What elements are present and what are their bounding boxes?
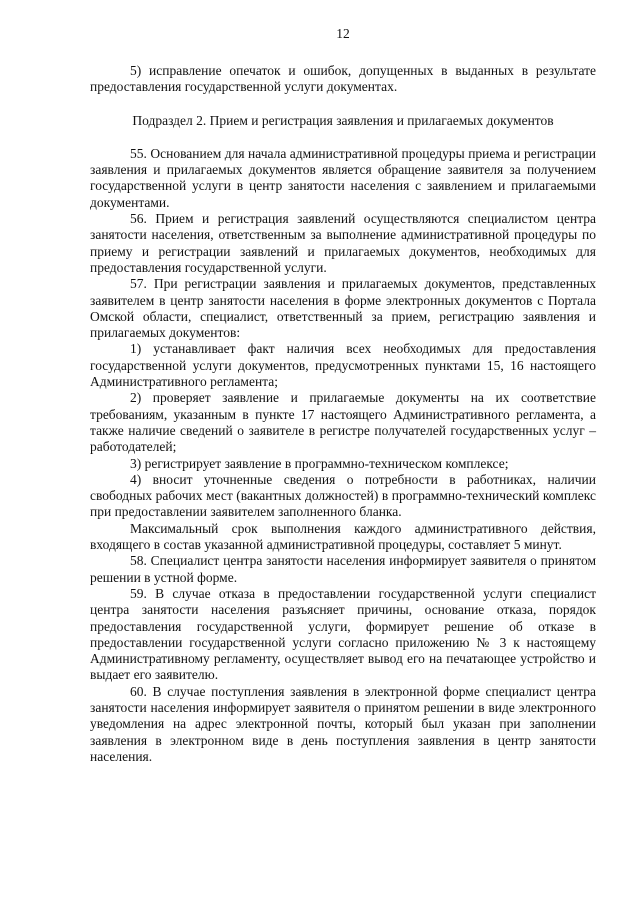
- paragraph-57-item-2: 2) проверяет заявление и прилагаемые документы на их соответствие требованиям, указанным в пункте 17 настоящего Административного регламента, а также наличие сведений о заявителе в регистре получателей государственных услуг – работодателей;: [90, 390, 596, 455]
- paragraph-59: 59. В случае отказа в предоставлении государственной услуги специалист центра занятости населения разъясняет причины, основание отказа, порядок предоставления государственной услуги, формирует решение об отказе в предоставлении государственной услуги согласно приложению № 3 к настоящему Административному регламенту, осуществляет вывод его на печатающее устройство и выдает его заявителю.: [90, 585, 596, 683]
- paragraph-57-item-3: 3) регистрирует заявление в программно-техническом комплексе;: [130, 455, 509, 471]
- document-body: [90, 63, 596, 765]
- subsection-heading: Подраздел 2. Прием и регистрация заявления и прилагаемых документов: [132, 112, 554, 128]
- paragraph-item-5-correction: 5) исправление опечаток и ошибок, допущенных в выданных в результате предоставления государственной услуги документах.: [90, 63, 596, 95]
- paragraph-58: 58. Специалист центра занятости населения информирует заявителя о принятом решении в устной форме.: [90, 553, 596, 585]
- paragraph-max-time: Максимальный срок выполнения каждого административного действия, входящего в состав указанной административной процедуры, составляет 5 минут.: [90, 520, 596, 553]
- paragraph-57: 57. При регистрации заявления и прилагаемых документов, представленных заявителем в центр занятости населения в форме электронных документов с Портала Омской области, специалист, ответственный за прием, регистрацию заявления и прилагаемых документов:: [90, 276, 596, 341]
- page-number: 12: [336, 26, 350, 41]
- paragraph-55: 55. Основанием для начала административной процедуры приема и регистрации заявления и прилагаемых документов является обращение заявителя за получением государственной услуги в центр занятости населения с заявлением и прилагаемыми документами.: [90, 145, 596, 210]
- paragraph-56: 56. Прием и регистрация заявлений осуществляются специалистом центра занятости населения, ответственным за выполнение административной процедуры по приему и регистрации заявлений и прилагаемых документов, необходимых для предоставления государственной услуги.: [90, 211, 596, 275]
- paragraph-57-item-4: 4) вносит уточненные сведения о потребности в работниках, наличии свободных рабочих мест (вакантных должностей) в программно-технический комплекс при предоставлении заявителем заполненного бланка.: [90, 471, 596, 520]
- paragraph-57-item-1: 1) устанавливает факт наличия всех необходимых для предоставления государственной услуги документов, предусмотренных пунктами 15, 16 настоящего Административного регламента;: [90, 341, 596, 390]
- paragraph-60: 60. В случае поступления заявления в электронной форме специалист центра занятости населения информирует заявителя о принятом решении в виде электронного уведомления на адрес электронной почты, который был указан при заполнении заявления в электронном виде в день поступления заявления в центр занятости населения.: [90, 683, 596, 764]
